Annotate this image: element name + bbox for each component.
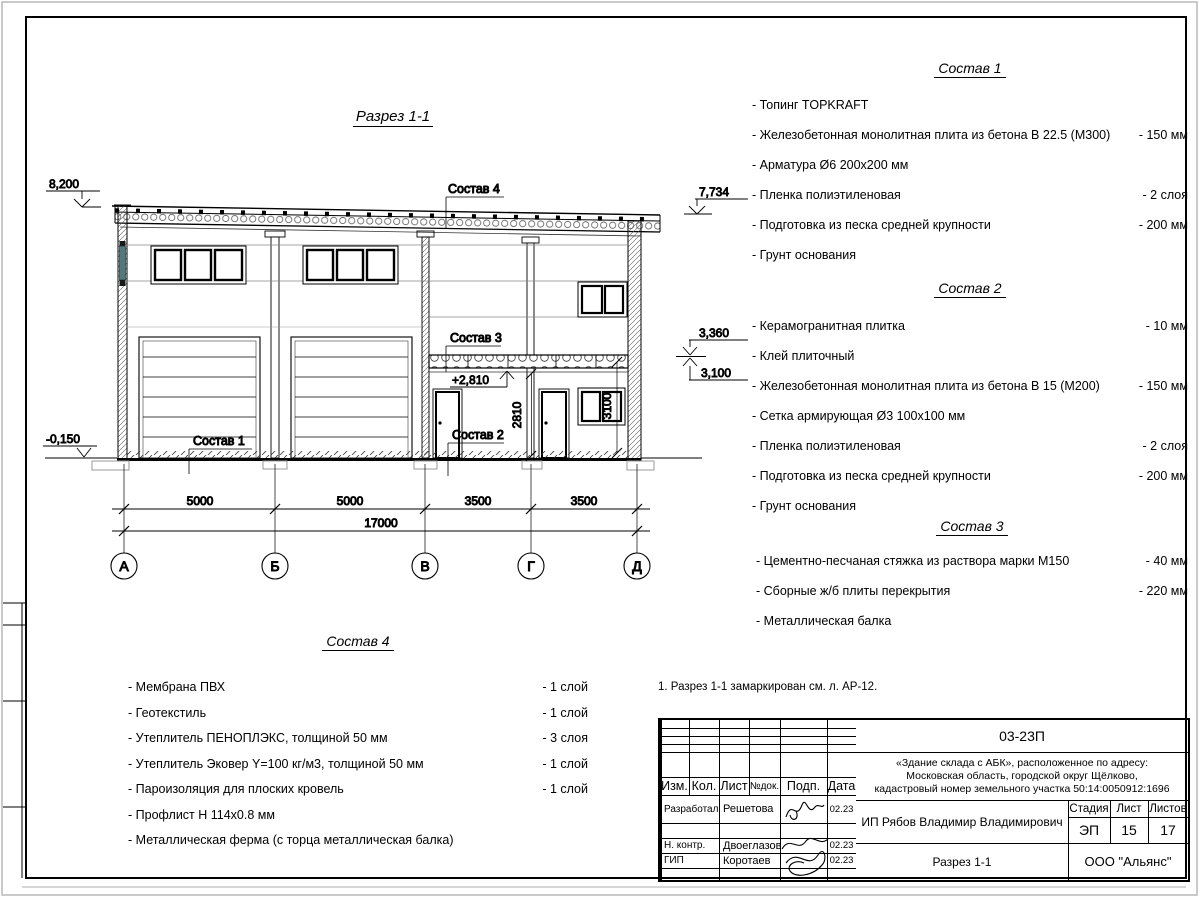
elevation-roof-left: 8,200: [49, 177, 80, 191]
material-row: [128, 803, 588, 829]
tb-role-ncontrol: Н. контр.: [664, 840, 706, 851]
window-band-1: [151, 246, 246, 284]
dim-v-g: 3500: [464, 494, 492, 508]
material-qty: - 40 мм: [1145, 554, 1188, 568]
tb-header-data: Дата: [827, 779, 856, 793]
panel-cap: [120, 241, 126, 246]
material-row: [752, 311, 1188, 341]
composition-1-list: [752, 60, 1188, 270]
material-qty: - 3 слоя: [542, 731, 588, 745]
material-row: [752, 401, 1188, 431]
tb-company: ООО "Альянс": [1084, 854, 1172, 869]
material-row: [752, 240, 1188, 270]
tb-name-developer: Решетова: [723, 803, 774, 815]
tb-stage-label: Стадия: [1069, 802, 1109, 815]
material-row: [128, 828, 588, 854]
panel-accent: [120, 246, 126, 280]
dim-g-d: 3500: [570, 494, 598, 508]
label-sostav-1: Состав 1: [193, 434, 245, 448]
material-row: [752, 210, 1188, 240]
material-qty: - 10 мм: [1145, 319, 1188, 333]
composition-2-header: [752, 280, 1188, 298]
door-1: [433, 389, 462, 458]
tb-address-line3: кадастровый номер земельного участка 50:14:0050912:1696: [874, 782, 1170, 795]
tb-client: ИП Рябов Владимир Владимирович: [861, 814, 1063, 829]
composition-4-header: [128, 633, 588, 651]
material-name: - Клей плиточный: [752, 349, 855, 363]
material-name: - Арматура Ø6 200х200 мм: [752, 158, 909, 172]
frame-attribute-cells: [3, 603, 26, 878]
material-qty: - 1 слой: [542, 680, 588, 694]
tb-date-developer: 02.23: [829, 803, 854, 815]
tb-sheet-number: 15: [1121, 822, 1137, 838]
tb-role-gip: ГИП: [664, 855, 684, 866]
material-qty: - 200 мм: [1138, 469, 1188, 483]
elevation-ceiling: +2,810: [452, 373, 490, 387]
drawing-view-title: [338, 108, 448, 127]
vdim-3100: 3100: [600, 392, 614, 420]
material-name: - Утеплитель ПЕНОПЛЭКС, толщиной 50 мм: [128, 731, 388, 745]
material-name: - Мембрана ПВХ: [128, 680, 226, 694]
tb-date-ncontrol: 02.23: [829, 840, 854, 851]
title-block: [658, 718, 1190, 882]
sheet-note: 1. Разрез 1-1 замаркирован см. л. АР-12.: [658, 681, 878, 693]
material-name: - Пленка полиэтиленовая: [752, 188, 901, 202]
composition-3-header: [756, 518, 1188, 536]
tb-header-kol: Кол.: [691, 779, 717, 793]
tb-role-developer: Разработал: [664, 803, 719, 815]
material-name: - Утеплитель Эковер Y=100 кг/м3, толщиной 50 мм: [128, 756, 424, 771]
elevation-ground: -0,150: [46, 432, 81, 446]
material-row: [128, 777, 588, 803]
material-name: - Грунт основания: [752, 499, 857, 513]
tb-object-address: [856, 752, 1188, 800]
material-row: [756, 546, 1188, 576]
tb-header-list: Лист: [720, 779, 748, 793]
window-second-floor: [578, 282, 627, 317]
material-row: [752, 461, 1188, 491]
material-qty: - 1 слой: [542, 756, 588, 771]
material-name: - Подготовка из песка средней крупности: [752, 469, 991, 483]
signature-gip: [778, 833, 830, 881]
door-2: [539, 389, 569, 458]
grid-axis-g: Г: [527, 558, 535, 574]
material-name: - Сетка армирующая Ø3 100х100 мм: [752, 409, 966, 423]
material-row: [752, 180, 1188, 210]
material-name: - Железобетонная монолитная плита из бетона В 15 (М200): [752, 379, 1100, 393]
material-row: [756, 606, 1188, 636]
label-sostav-4: Состав 4: [448, 182, 500, 196]
material-qty: - 150 мм: [1138, 128, 1188, 142]
panel-cap: [120, 280, 126, 286]
material-name: - Пленка полиэтиленовая: [752, 439, 901, 453]
grid-axis-b: Б: [270, 558, 280, 574]
tb-name-gip: Коротаев: [723, 854, 771, 867]
material-row: [752, 150, 1188, 180]
elevation-roof-right: 7,734: [699, 185, 730, 199]
composition-1-title: Состав 1: [934, 60, 1005, 78]
tb-date-gip: 02.23: [829, 855, 854, 866]
grid-axis-d: Д: [632, 558, 642, 574]
elevation-slab-bottom: 3,100: [701, 366, 732, 380]
label-sostav-2: Состав 2: [452, 428, 504, 442]
grid-axis-v: В: [420, 558, 430, 574]
dim-total: 17000: [364, 516, 398, 530]
dim-b-v: 5000: [336, 494, 364, 508]
elevation-slab-top: 3,360: [699, 326, 730, 340]
material-qty: - 200 мм: [1138, 218, 1188, 232]
material-row: [756, 576, 1188, 606]
label-sostav-3: Состав 3: [450, 331, 502, 345]
material-qty: - 150 мм: [1138, 379, 1188, 393]
material-name: - Грунт основания: [752, 248, 857, 262]
material-row: [128, 675, 588, 701]
signature-developer: [782, 797, 826, 823]
tb-doc-number: 03-23П: [999, 728, 1045, 744]
grid-axis-a: А: [119, 558, 129, 574]
material-qty: - 2 слоя: [1142, 188, 1188, 202]
material-qty: - 1 слой: [542, 705, 588, 720]
material-name: - Топинг TOPKRAFT: [752, 98, 869, 112]
material-row: [752, 341, 1188, 371]
material-row: [752, 431, 1188, 461]
material-qty: - 220 мм: [1138, 584, 1188, 598]
composition-1-header: [752, 60, 1188, 78]
material-row: [128, 701, 588, 727]
material-qty: - 1 слой: [542, 782, 588, 796]
material-row: [128, 726, 588, 752]
material-name: - Пароизоляция для плоских кровель: [128, 782, 344, 796]
view-title-text: Разрез 1-1: [353, 108, 433, 127]
vdim-2810: 2810: [510, 401, 524, 429]
material-name: - Железобетонная монолитная плита из бетона В 22.5 (М300): [752, 128, 1111, 142]
material-row: [128, 752, 588, 778]
composition-2-title: Состав 2: [934, 280, 1005, 298]
material-name: - Геотекстиль: [128, 705, 207, 720]
tb-sheet-label: Лист: [1116, 802, 1142, 815]
material-row: [752, 120, 1188, 150]
tb-stage-value: ЭП: [1078, 822, 1100, 838]
composition-3-list: [756, 518, 1188, 636]
tb-header-ndok: №док.: [749, 780, 780, 792]
tb-address-line1: «Здание склада с АБК», расположенное по адресу:: [896, 756, 1148, 769]
tb-header-podp: Подп.: [786, 779, 821, 793]
material-row: [752, 90, 1188, 120]
tb-address-line2: Московская область, городской округ Щёлково,: [906, 769, 1138, 782]
material-name: - Металлическая ферма (с торца металлическая балка): [128, 833, 454, 847]
tb-name-ncontrol: Двоеглазов: [723, 839, 782, 852]
material-row: [752, 491, 1188, 521]
material-name: - Сборные ж/б плиты перекрытия: [756, 584, 951, 598]
composition-2-list: [752, 280, 1188, 521]
tb-sheets-total: 17: [1160, 822, 1176, 838]
dim-a-b: 5000: [186, 494, 214, 508]
tb-section-name: Разрез 1-1: [932, 854, 992, 869]
composition-4-title: Состав 4: [322, 633, 393, 651]
window-band-2: [303, 246, 398, 284]
composition-3-title: Состав 3: [936, 518, 1007, 536]
material-row: [752, 371, 1188, 401]
material-qty: - 2 слоя: [1142, 439, 1188, 453]
material-name: - Профлист Н 114х0.8 мм: [128, 807, 275, 822]
material-name: - Керамогранитная плитка: [752, 319, 905, 333]
material-name: - Подготовка из песка средней крупности: [752, 218, 991, 232]
material-name: - Металлическая балка: [756, 614, 892, 628]
tb-header-izm: Изм.: [661, 779, 688, 793]
composition-4-list: [128, 633, 588, 854]
tb-sheets-label: Листов: [1149, 802, 1187, 815]
material-name: - Цементно-песчаная стяжка из раствора марки М150: [756, 554, 1070, 568]
